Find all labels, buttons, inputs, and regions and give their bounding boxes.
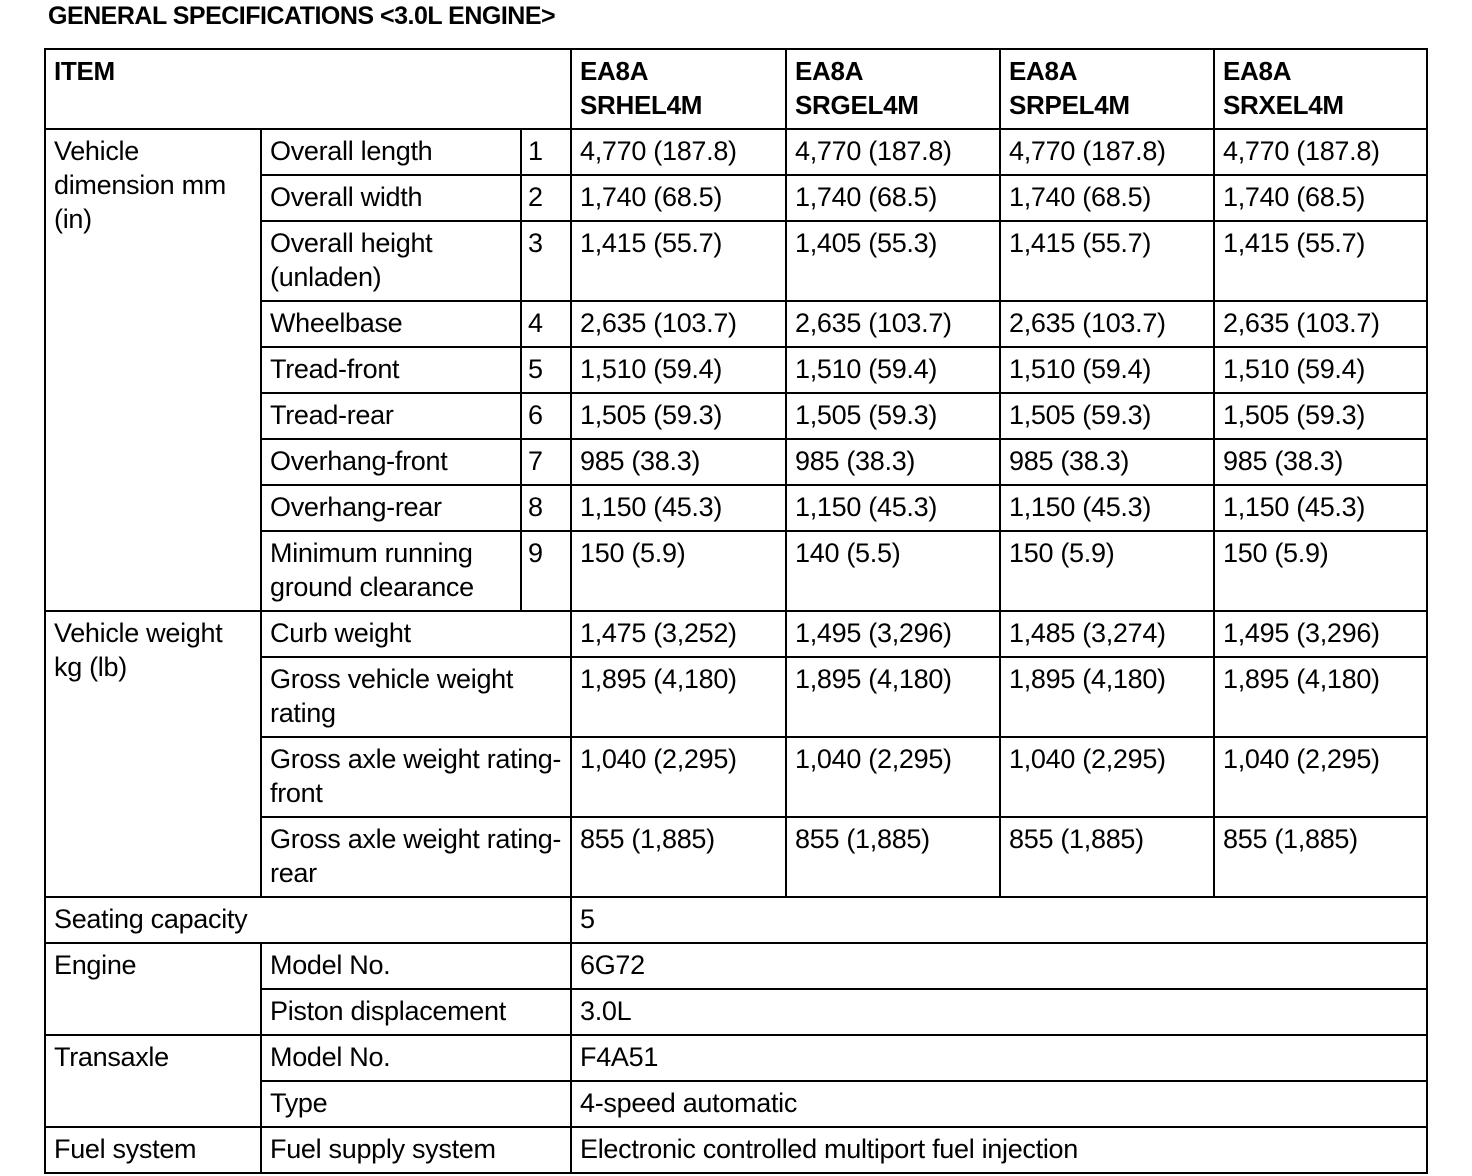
group-label-weight: Vehicle weight kg (lb) <box>45 611 261 897</box>
cell-value: 1,415 (55.7) <box>1214 221 1427 301</box>
header-model <box>571 49 786 129</box>
table-row <box>45 943 1427 989</box>
cell-value: 1,510 (59.4) <box>571 347 786 393</box>
table-row <box>45 129 1427 175</box>
table-row <box>45 1127 1427 1173</box>
cell-value: 5 <box>571 897 1427 943</box>
row-label: Gross axle weight rating-rear <box>261 817 571 897</box>
table-row <box>45 1035 1427 1081</box>
cell-value: 985 (38.3) <box>1214 439 1427 485</box>
group-label-engine: Engine <box>45 943 261 1035</box>
cell-value: 985 (38.3) <box>786 439 1000 485</box>
row-label: Minimum running ground clearance <box>261 531 521 611</box>
cell-value: F4A51 <box>571 1035 1427 1081</box>
row-label: Model No. <box>261 943 571 989</box>
cell-value: 1,415 (55.7) <box>1000 221 1214 301</box>
cell-value: 4,770 (187.8) <box>1000 129 1214 175</box>
cell-value: 1,415 (55.7) <box>571 221 786 301</box>
cell-value: 3.0L <box>571 989 1427 1035</box>
header-row <box>45 49 1427 129</box>
page-title: GENERAL SPECIFICATIONS <3.0L ENGINE> <box>48 2 556 30</box>
cell-value: 1,495 (3,296) <box>1214 611 1427 657</box>
row-label: Overall length <box>261 129 521 175</box>
cell-value: 1,475 (3,252) <box>571 611 786 657</box>
row-number: 9 <box>521 531 571 611</box>
row-label: Fuel supply system <box>261 1127 571 1173</box>
cell-value: 1,895 (4,180) <box>1000 657 1214 737</box>
row-label: Type <box>261 1081 571 1127</box>
cell-value: 1,740 (68.5) <box>1000 175 1214 221</box>
cell-value: 2,635 (103.7) <box>1214 301 1427 347</box>
model-line1: EA8A <box>795 56 864 86</box>
model-line2: SRXEL4M <box>1223 90 1344 120</box>
row-label: Model No. <box>261 1035 571 1081</box>
row-label: Tread-front <box>261 347 521 393</box>
cell-value: 1,895 (4,180) <box>1214 657 1427 737</box>
cell-value: 150 (5.9) <box>1000 531 1214 611</box>
table-row <box>45 897 1427 943</box>
table-row <box>45 611 1427 657</box>
row-label: Overall width <box>261 175 521 221</box>
cell-value: 1,485 (3,274) <box>1000 611 1214 657</box>
cell-value: 985 (38.3) <box>1000 439 1214 485</box>
row-label: Piston displacement <box>261 989 571 1035</box>
model-line1: EA8A <box>1223 56 1292 86</box>
cell-value: 985 (38.3) <box>571 439 786 485</box>
row-number: 1 <box>521 129 571 175</box>
cell-value: 6G72 <box>571 943 1427 989</box>
cell-value: 1,405 (55.3) <box>786 221 1000 301</box>
row-number: 8 <box>521 485 571 531</box>
row-label: Gross axle weight rating-front <box>261 737 571 817</box>
cell-value: 1,505 (59.3) <box>571 393 786 439</box>
spec-table <box>44 48 1428 1174</box>
cell-value: 1,895 (4,180) <box>786 657 1000 737</box>
group-label-transaxle: Transaxle <box>45 1035 261 1127</box>
row-label-seating: Seating capacity <box>45 897 571 943</box>
row-number: 7 <box>521 439 571 485</box>
cell-value: 4,770 (187.8) <box>571 129 786 175</box>
cell-value: 150 (5.9) <box>1214 531 1427 611</box>
cell-value: 140 (5.5) <box>786 531 1000 611</box>
cell-value: 2,635 (103.7) <box>1000 301 1214 347</box>
row-label: Overhang-rear <box>261 485 521 531</box>
cell-value: 855 (1,885) <box>1214 817 1427 897</box>
cell-value: 150 (5.9) <box>571 531 786 611</box>
group-label-fuel: Fuel system <box>45 1127 261 1173</box>
cell-value: 1,505 (59.3) <box>786 393 1000 439</box>
cell-value: 855 (1,885) <box>1000 817 1214 897</box>
header-item: ITEM <box>45 49 571 129</box>
header-model <box>1214 49 1427 129</box>
cell-value: 1,510 (59.4) <box>1000 347 1214 393</box>
cell-value: 1,505 (59.3) <box>1000 393 1214 439</box>
group-label-dimension: Vehicle dimension mm (in) <box>45 129 261 611</box>
cell-value: 4,770 (187.8) <box>1214 129 1427 175</box>
cell-value: 1,040 (2,295) <box>1214 737 1427 817</box>
row-number: 6 <box>521 393 571 439</box>
cell-value: 1,740 (68.5) <box>571 175 786 221</box>
cell-value: 1,150 (45.3) <box>1000 485 1214 531</box>
cell-value: 1,150 (45.3) <box>786 485 1000 531</box>
cell-value: 4,770 (187.8) <box>786 129 1000 175</box>
cell-value: 2,635 (103.7) <box>571 301 786 347</box>
cell-value: 2,635 (103.7) <box>786 301 1000 347</box>
cell-value: 855 (1,885) <box>571 817 786 897</box>
cell-value: Electronic controlled multiport fuel injection <box>571 1127 1427 1173</box>
cell-value: 4-speed automatic <box>571 1081 1427 1127</box>
cell-value: 1,040 (2,295) <box>786 737 1000 817</box>
cell-value: 1,150 (45.3) <box>571 485 786 531</box>
cell-value: 855 (1,885) <box>786 817 1000 897</box>
cell-value: 1,040 (2,295) <box>1000 737 1214 817</box>
row-label: Curb weight <box>261 611 571 657</box>
cell-value: 1,510 (59.4) <box>786 347 1000 393</box>
row-label: Wheelbase <box>261 301 521 347</box>
header-model <box>786 49 1000 129</box>
cell-value: 1,505 (59.3) <box>1214 393 1427 439</box>
cell-value: 1,040 (2,295) <box>571 737 786 817</box>
cell-value: 1,510 (59.4) <box>1214 347 1427 393</box>
row-label: Tread-rear <box>261 393 521 439</box>
model-line1: EA8A <box>1009 56 1078 86</box>
model-line2: SRHEL4M <box>580 90 703 120</box>
model-line1: EA8A <box>580 56 649 86</box>
row-label: Overhang-front <box>261 439 521 485</box>
row-number: 3 <box>521 221 571 301</box>
row-number: 4 <box>521 301 571 347</box>
cell-value: 1,740 (68.5) <box>786 175 1000 221</box>
model-line2: SRGEL4M <box>795 90 919 120</box>
cell-value: 1,150 (45.3) <box>1214 485 1427 531</box>
row-number: 2 <box>521 175 571 221</box>
header-model <box>1000 49 1214 129</box>
cell-value: 1,495 (3,296) <box>786 611 1000 657</box>
row-number: 5 <box>521 347 571 393</box>
row-label: Gross vehicle weight rating <box>261 657 571 737</box>
cell-value: 1,895 (4,180) <box>571 657 786 737</box>
model-line2: SRPEL4M <box>1009 90 1130 120</box>
row-label: Overall height (unladen) <box>261 221 521 301</box>
cell-value: 1,740 (68.5) <box>1214 175 1427 221</box>
